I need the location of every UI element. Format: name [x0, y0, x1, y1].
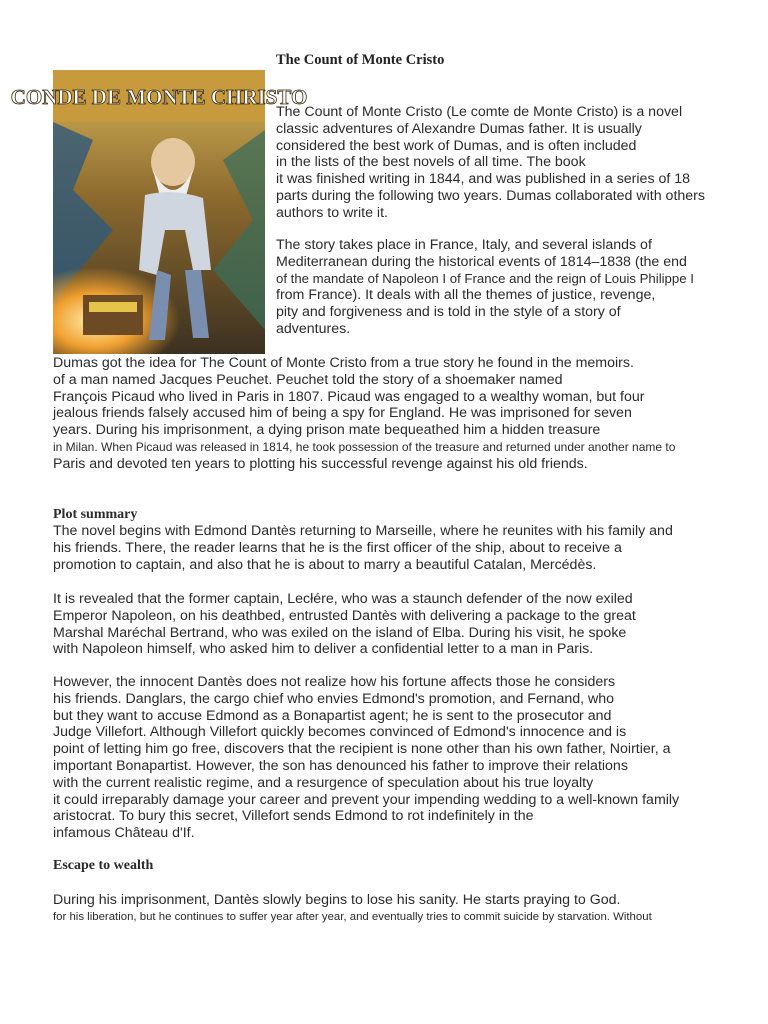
intro-paragraph [276, 104, 705, 222]
text-line: jealous friends falsely accused him of being a spy for England. He was imprisoned for seven [53, 405, 632, 422]
text-line: for his liberation, but he continues to suffer year after year, and eventually tries to commit suicide by starvation. Without [53, 910, 652, 923]
text-line: with the current realistic regime, and a resurgence of speculation about his true loyalty [53, 774, 594, 791]
text-line: promotion to captain, and also that he is about to marry a beautiful Catalan, Mercédès. [53, 556, 597, 573]
text-line: from France). It deals with all the themes of justice, revenge, [276, 287, 656, 304]
text-line: authors to write it. [276, 204, 388, 221]
book-cover-image [10, 70, 308, 354]
text-line: adventures. [276, 320, 351, 337]
plot-paragraph-1 [53, 523, 673, 573]
text-line: Paris and devoted ten years to plotting his successful revenge against his old friends. [53, 455, 588, 472]
text-line: Marshal Maréchal Bertrand, who was exiled on the island of Elba. During his visit, he spoke [53, 624, 627, 641]
origin-paragraph [53, 355, 675, 473]
text-line: with Napoleon himself, who asked him to deliver a confidential letter to a man in Paris. [53, 641, 594, 658]
text-line: During his imprisonment, Dantès slowly begins to lose his sanity. He starts praying to God. [53, 892, 621, 908]
setting-paragraph [276, 237, 694, 338]
cover-title-text: CONDE DE MONTE CHRISTO [10, 85, 308, 109]
escape-paragraph-1 [53, 892, 652, 926]
text-line: Judge Villefort. Although Villefort quickly becomes convinced of Edmond's innocence and is [53, 724, 627, 741]
text-line: François Picaud who lived in Paris in 1807. Picaud was engaged to a wealthy woman, but four [53, 388, 645, 405]
text-line: parts during the following two years. Dumas collaborated with others [276, 187, 705, 204]
plot-summary-heading: Plot summary [53, 507, 138, 522]
text-line: infamous Château d'If. [53, 825, 195, 842]
text-line: in the lists of the best novels of all time. The book [276, 154, 586, 171]
text-line: his friends. There, the reader learns that he is the first officer of the ship, about to receive a [53, 539, 622, 556]
text-line: considered the best work of Dumas, and is often included [276, 137, 637, 154]
text-line: years. During his imprisonment, a dying prison mate bequeathed him a hidden treasure [53, 422, 601, 439]
text-line: in Milan. When Picaud was released in 1814, he took possession of the treasure and returned under another name to [53, 439, 676, 454]
text-line: Dumas got the idea for The Count of Monte Cristo from a true story he found in the memoirs. [53, 355, 634, 371]
text-line: but they want to accuse Edmond as a Bonapartist agent; he is sent to the prosecutor and [53, 707, 612, 724]
text-line: Emperor Napoleon, on his deathbed, entrusted Dantès with delivering a package to the great [53, 607, 636, 624]
text-line: The story takes place in France, Italy, and several islands of [276, 237, 652, 253]
text-line: However, the innocent Dantès does not realize how his fortune affects those he considers [53, 674, 616, 690]
page-title: The Count of Monte Cristo [276, 52, 445, 68]
text-line: aristocrat. To bury this secret, Villefort sends Edmond to rot indefinitely in the [53, 808, 534, 825]
text-line: Mediterranean during the historical events of 1814–1838 (the end [276, 253, 687, 270]
text-line: his friends. Danglars, the cargo chief who envies Edmond's promotion, and Fernand, who [53, 690, 615, 707]
text-line: The novel begins with Edmond Dantès returning to Marseille, where he reunites with his family and [53, 523, 673, 539]
plot-paragraph-3 [53, 674, 679, 842]
text-line: of the mandate of Napoleon I of France and the reign of Louis Philippe I [276, 270, 694, 286]
escape-heading: Escape to wealth [53, 858, 154, 873]
text-line: point of letting him go free, discovers that the recipient is none other than his own father, Noirtier, a [53, 741, 671, 758]
text-line: of a man named Jacques Peuchet. Peuchet told the story of a shoemaker named [53, 371, 563, 388]
text-line: classic adventures of Alexandre Dumas father. It is usually [276, 120, 642, 137]
plot-paragraph-2 [53, 591, 636, 658]
text-line: pity and forgiveness and is told in the style of a story of [276, 304, 621, 321]
text-line: it could irreparably damage your career and prevent your impending wedding to a well-known family [53, 791, 680, 808]
text-line: important Bonapartist. However, the son has denounced his father to improve their relations [53, 757, 628, 774]
text-line: it was finished writing in 1844, and was published in a series of 18 [276, 171, 691, 188]
text-line: The Count of Monte Cristo (Le comte de Monte Cristo) is a novel [276, 104, 683, 120]
text-line: It is revealed that the former captain, Lecłére, who was a staunch defender of the now exiled [53, 591, 633, 607]
